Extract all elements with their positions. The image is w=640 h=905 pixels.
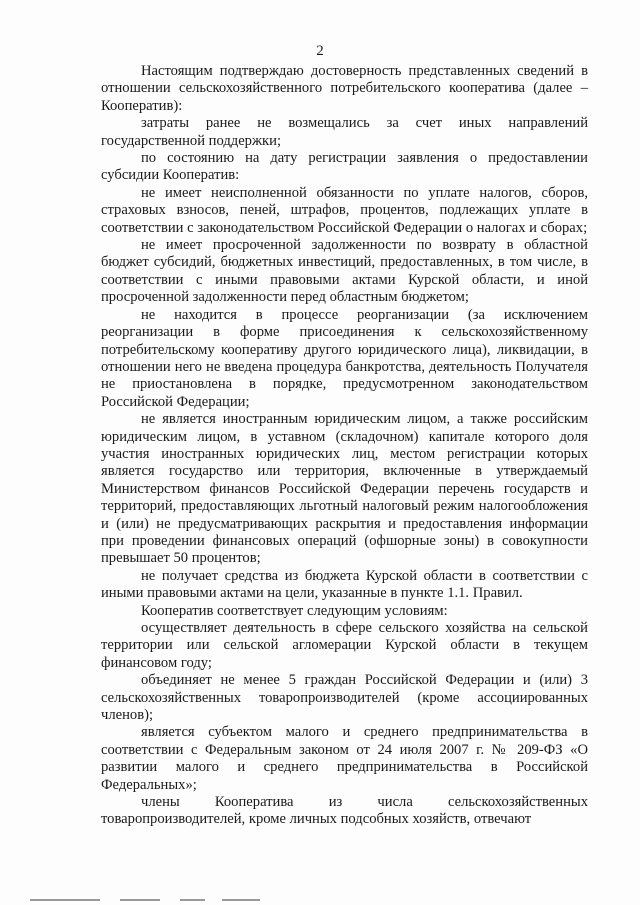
paragraph-agricultural-activity: осуществляет деятельность в сфере сельского хозяйства на сельской территории или сельской агломерации Курской области в текущем финансовом году; (101, 620, 588, 671)
paragraph-no-other-funds: не получает средства из бюджета Курской области в соответствии с иными правовыми актами на цели, указанные в пункте 1.1. Правил. (101, 567, 588, 602)
paragraph-no-reorganization: не находится в процессе реорганизации (за исключением реорганизации в форме присоединения к сельскохозяйственному потребительскому кооперативу другого юридического лица), ликвидации, в отношении него не введена процедура банкротства, деятельность Получателя не приостановлена в порядке, предусмотренном законодательством Российской Федерации; (101, 306, 588, 410)
paragraph-intro: Настоящим подтверждаю достоверность представленных сведений в отношении сельскохозяйственного потребительского кооператива (далее – Кооператив): (101, 63, 588, 114)
paragraph-registration-date: по состоянию на дату регистрации заявления о предоставлении субсидии Кооператив: (101, 150, 588, 184)
paragraph-no-budget-debt: не имеет просроченной задолженности по возврату в областной бюджет субсидий, бюджетных инвестиций, предоставленных, в том числе, в соответствии с иными правовыми актами Курской области, и иной просроченной задолженности перед областным бюджетом; (101, 237, 588, 306)
page-number: 2 (316, 43, 324, 59)
document-body (101, 63, 588, 829)
paragraph-small-business: является субъектом малого и среднего предпринимательства в соответствии с Федеральным законом от 24 июля 2007 г. № 209-ФЗ «О развитии малого и среднего предпринимательства в Российской Федеральных»; (101, 724, 588, 793)
paragraph-membership: объединяет не менее 5 граждан Российской Федерации и (или) 3 сельскохозяйственных товаропроизводителей (кроме ассоциированных членов); (101, 672, 588, 724)
paragraph-members: члены Кооператива из числа сельскохозяйственных товаропроизводителей, кроме личных подсобных хозяйств, отвечают (101, 794, 588, 828)
scan-edge-artifact (0, 896, 640, 905)
paragraph-costs: затраты ранее не возмещались за счет иных направлений государственной поддержки; (101, 115, 588, 149)
paragraph-conditions-heading: Кооператив соответствует следующим условиям: (141, 602, 448, 619)
paragraph-not-foreign-entity: не является иностранным юридическим лицом, а также российским юридическим лицом, в уставном (складочном) капитале которого доля участия иностранных юридических лиц, местом регистрации которых является государство или территория, включенные в утверждаемый Министерством финансов Российской Федерации перечень государств и территорий, предоставляющих льготный налоговый режим налогообложения и (или) не предусматривающих раскрытия и предоставления информации при проведении финансовых операций (офшорные зоны) в совокупности превышает 50 процентов; (101, 411, 588, 567)
paragraph-no-tax-debt: не имеет неисполненной обязанности по уплате налогов, сборов, страховых взносов, пеней, штрафов, процентов, подлежащих уплате в соответствии с законодательством Российской Федерации о налогах и сборах; (101, 184, 588, 236)
